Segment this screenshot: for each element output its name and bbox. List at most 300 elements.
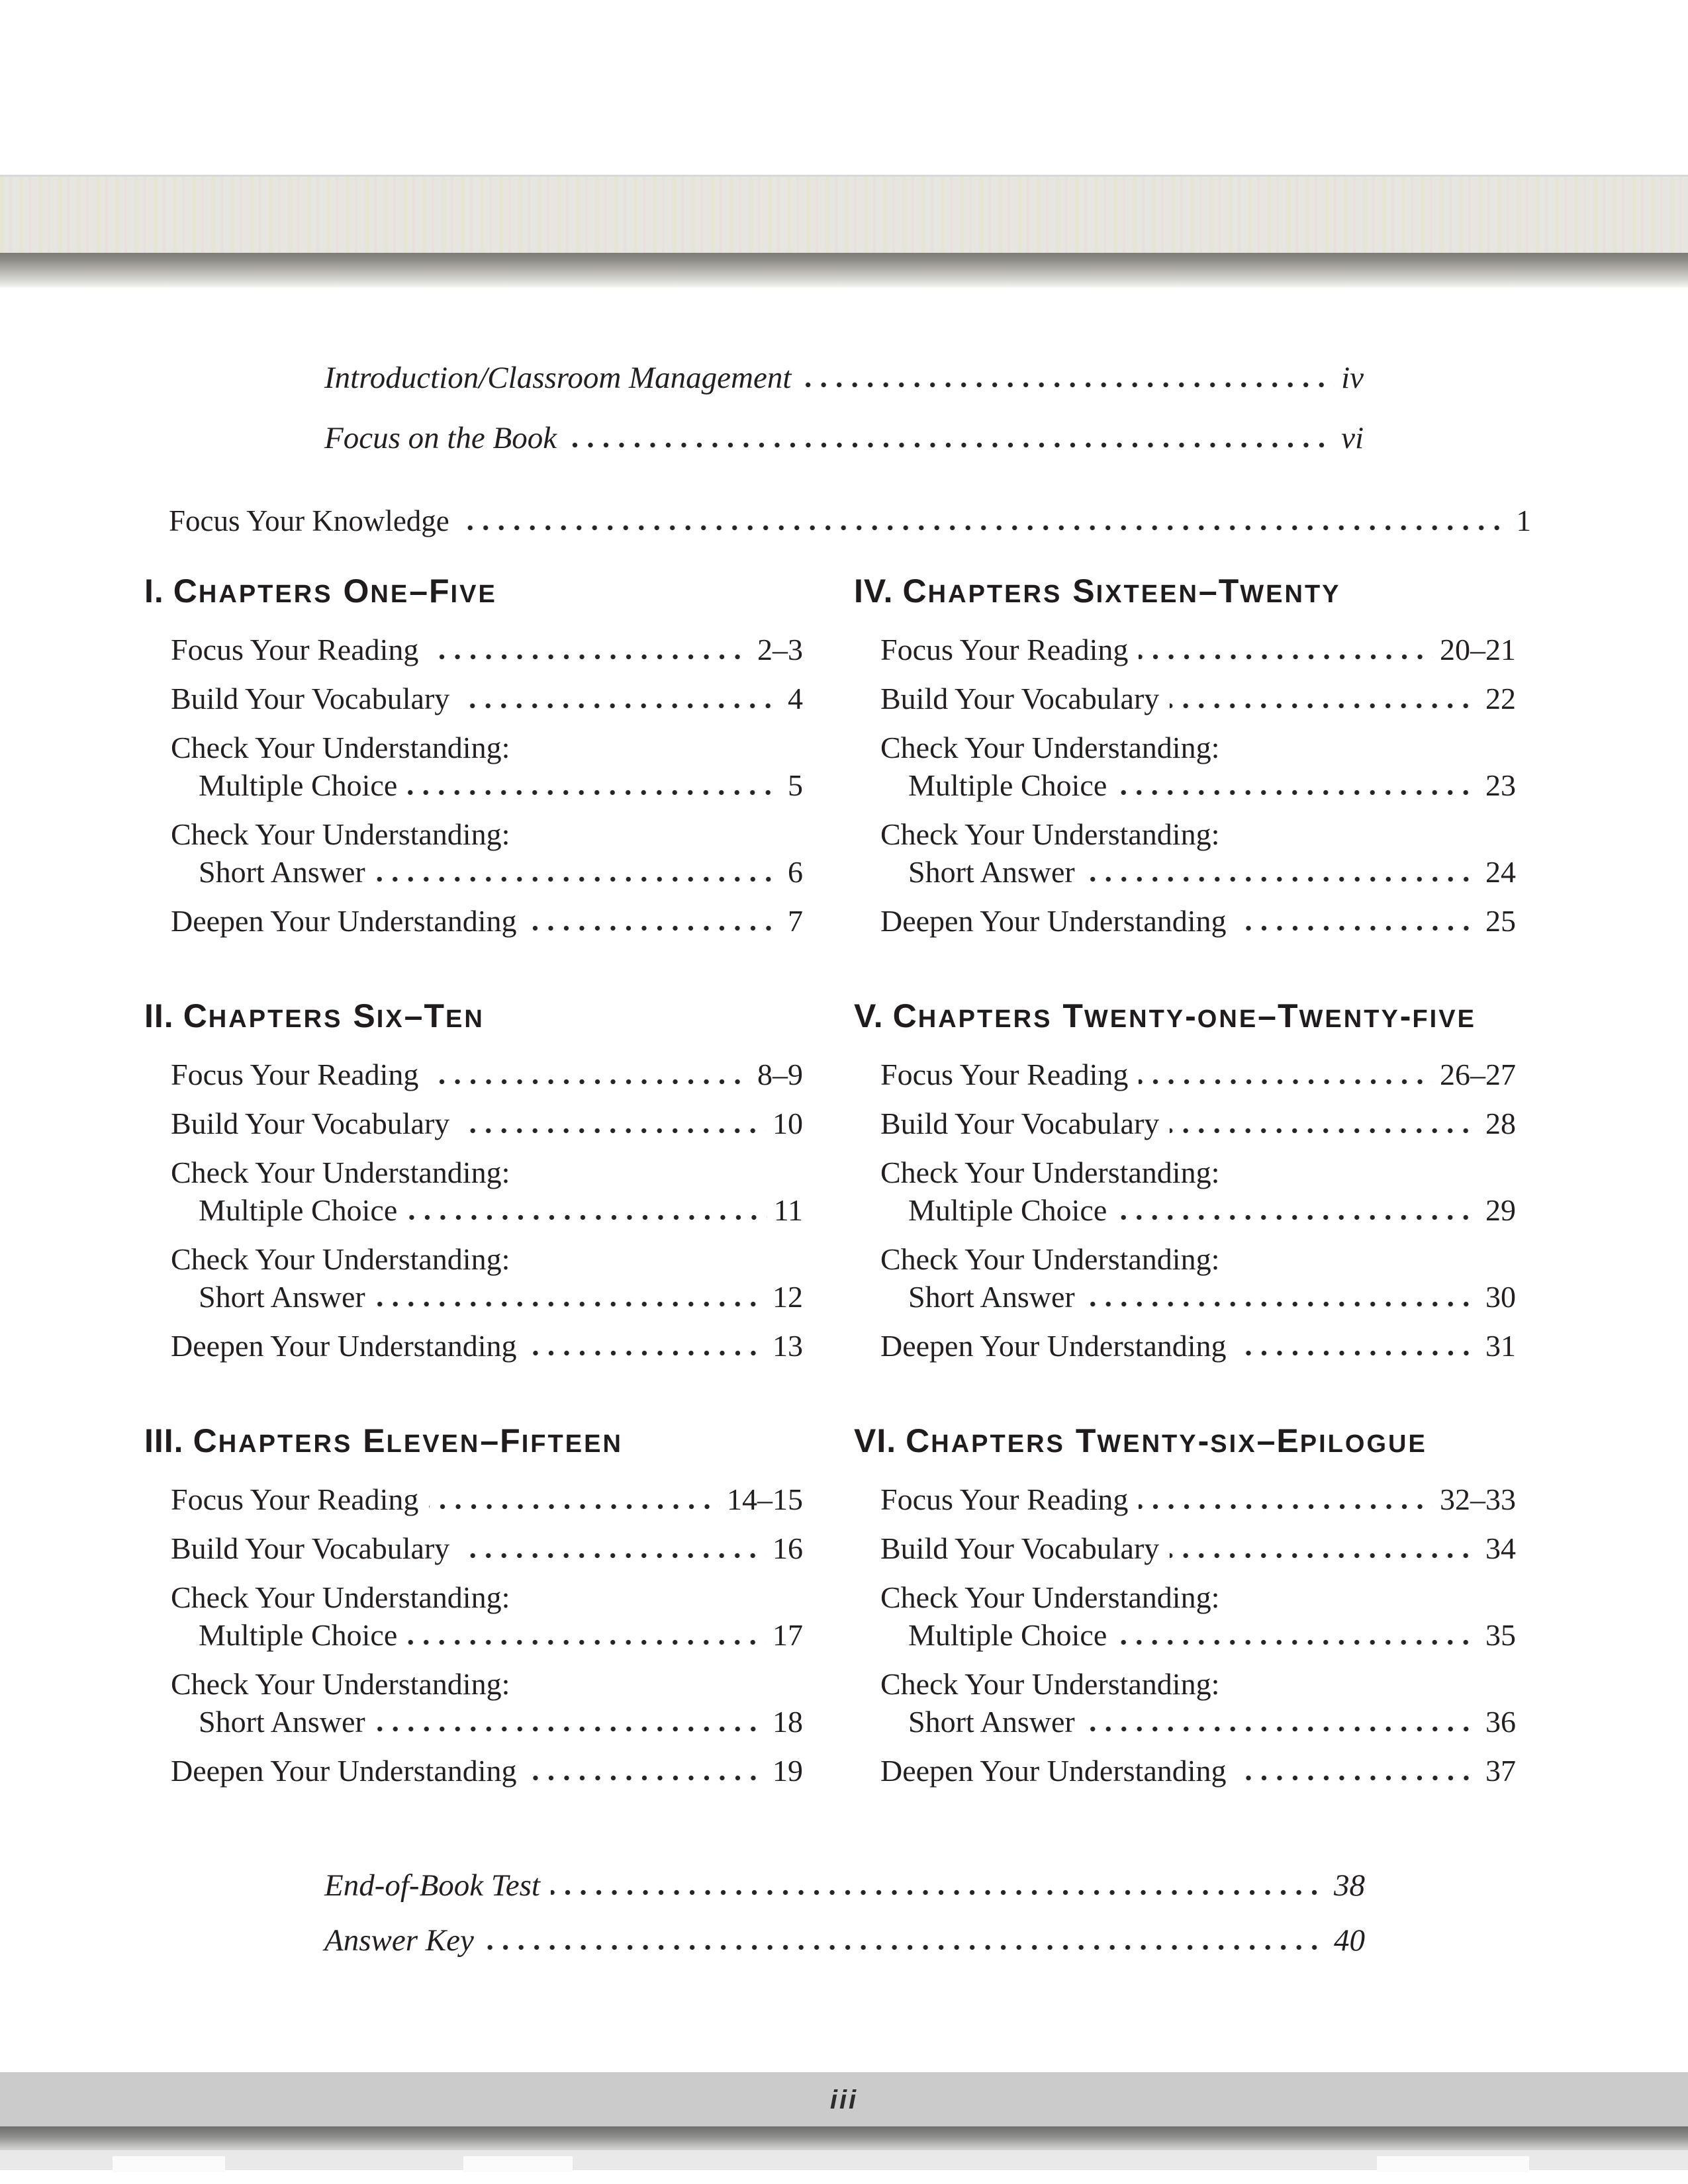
small-cap-letter: T (1149, 1005, 1166, 1033)
toc-item-label: Focus Your Reading (880, 633, 1129, 666)
small-cap-letter: E (445, 1005, 465, 1033)
toc-item (854, 1154, 1516, 1229)
small-cap-letter: L (1327, 1430, 1345, 1458)
dot-leader (1117, 1214, 1479, 1220)
toc-section (854, 999, 1516, 1365)
toc-column-right (854, 574, 1516, 1849)
toc-item-page: 4 (788, 682, 803, 715)
small-cap-letter: E (478, 580, 497, 608)
toc-item-prefix: Check Your Understanding: (171, 1156, 510, 1189)
header-band-shadow (0, 253, 1688, 287)
toc-item-page: 35 (1485, 1618, 1516, 1652)
scan-showthrough (463, 2156, 573, 2172)
overview-row (169, 506, 1531, 536)
dot-leader (528, 1775, 766, 1781)
small-cap-letter: P (258, 1430, 277, 1458)
toc-item-page: 11 (773, 1193, 803, 1227)
toc-item-page: 22 (1485, 682, 1516, 715)
dot-leader (376, 1301, 766, 1307)
dot-leader (460, 525, 1510, 531)
toc-item-label: Build Your Vocabulary (880, 682, 1160, 715)
small-cap-letter: E (441, 1430, 460, 1458)
toc-item (144, 1578, 803, 1654)
small-cap-letter: E (275, 580, 294, 608)
small-cap-letter: E (1160, 580, 1179, 608)
small-cap-letter: E (565, 1430, 585, 1458)
small-cap-letter: H (931, 1430, 951, 1458)
dot-leader (1237, 1775, 1479, 1781)
small-cap-letter: E (1239, 1005, 1258, 1033)
small-cap-letter: P (968, 580, 987, 608)
small-cap-letter: R (1013, 1005, 1034, 1033)
dot-leader (528, 925, 781, 931)
toc-item-label: Short Answer (199, 1705, 365, 1739)
section-header (144, 574, 803, 611)
small-cap-letter: I (1429, 1005, 1439, 1033)
toc-item-label: Short Answer (908, 1705, 1075, 1739)
small-cap-letter: I (1229, 1430, 1239, 1458)
toc-row (880, 1278, 1516, 1316)
toc-row (171, 1529, 803, 1567)
dot-leader (408, 790, 781, 796)
toc-item-page: 28 (1485, 1107, 1516, 1140)
small-cap-letter: N (1129, 1005, 1149, 1033)
dot-leader (567, 442, 1335, 448)
toc-item-page: vi (1341, 421, 1364, 455)
toc-item-page: 30 (1485, 1280, 1516, 1314)
small-cap-letter: I (1096, 580, 1105, 608)
section-numeral: III. (144, 1422, 184, 1459)
toc-item-prefix: Check Your Understanding: (880, 1667, 1220, 1701)
toc-item-page: 13 (773, 1329, 803, 1363)
small-cap-letter: V (459, 580, 479, 608)
toc-item-label: Focus Your Reading (880, 1058, 1129, 1091)
toc-section (144, 999, 803, 1365)
toc-row (171, 1616, 803, 1654)
toc-row (880, 853, 1516, 891)
toc-row (171, 1191, 803, 1229)
small-cap-letter: O (1344, 1430, 1367, 1458)
toc-item-label: Deepen Your Understanding (171, 904, 517, 938)
small-cap-letter: Y (1381, 1005, 1400, 1033)
section-items (144, 1480, 803, 1790)
toc-item-label: Build Your Vocabulary (171, 1531, 450, 1565)
small-cap-letter: F (530, 1430, 548, 1458)
dot-leader (460, 1553, 766, 1559)
dot-leader (1139, 1504, 1433, 1510)
toc-section (854, 1424, 1516, 1790)
toc-item (854, 1240, 1516, 1316)
small-cap-letter: E (295, 1430, 314, 1458)
toc-item (854, 729, 1516, 804)
toc-item (144, 680, 803, 717)
toc-item-label: Deepen Your Understanding (880, 1329, 1227, 1363)
section-items (144, 1056, 803, 1365)
toc-item (144, 815, 803, 891)
small-cap-letter: R (303, 1005, 324, 1033)
toc-item (854, 815, 1516, 891)
toc-row (880, 1056, 1516, 1093)
small-cap-letter: N (459, 1430, 481, 1458)
dot-leader (1170, 1553, 1479, 1559)
toc-item-prefix: Check Your Understanding: (880, 1580, 1220, 1614)
small-cap-letter: S (1210, 1430, 1229, 1458)
toc-row (171, 1752, 803, 1790)
small-cap-letter: N (1141, 1430, 1162, 1458)
small-cap-letter: E (1266, 580, 1285, 608)
toc-row (171, 1703, 803, 1741)
toc-section (144, 1424, 803, 1790)
toc-item-label: Build Your Vocabulary (171, 1107, 450, 1140)
toc-row (171, 631, 803, 668)
section-header (854, 1424, 1516, 1461)
small-cap-letter: T (1364, 1005, 1382, 1033)
toc-item (854, 680, 1516, 717)
toc-item (854, 1665, 1516, 1741)
small-cap-letter: H (198, 580, 219, 608)
toc-item-page: 16 (773, 1531, 803, 1565)
dot-leader (1086, 1301, 1479, 1307)
toc-item-page: 6 (788, 855, 803, 889)
small-cap-letter: N (1284, 580, 1305, 608)
toc-item-page: 38 (1334, 1868, 1365, 1903)
toc-item (144, 1529, 803, 1567)
toc-item-label: Short Answer (908, 1280, 1075, 1314)
overview-page: 1 (1516, 504, 1531, 537)
toc-item-label: Short Answer (199, 855, 365, 889)
toc-item-label: Multiple Choice (908, 768, 1107, 802)
toc-row (880, 1327, 1516, 1365)
toc-row (880, 1703, 1516, 1741)
toc-item-prefix: Check Your Understanding: (171, 1667, 510, 1701)
toc-item-label: Multiple Choice (199, 1193, 398, 1227)
small-cap-letter: E (1007, 1430, 1027, 1458)
toc-item-prefix: Check Your Understanding: (880, 1156, 1220, 1189)
section-title: CHAPTERS TWENTY-SIX–EPILOGUE (906, 1422, 1427, 1459)
dot-leader (376, 876, 781, 882)
toc-item-page: 7 (788, 904, 803, 938)
toc-item-prefix: Check Your Understanding: (880, 731, 1220, 764)
toc-item-label: Focus Your Reading (880, 1482, 1129, 1516)
small-cap-letter: R (293, 580, 314, 608)
toc-row (171, 766, 803, 804)
toc-item (144, 729, 803, 804)
toc-item-label: Answer Key (324, 1923, 474, 1958)
small-cap-letter: U (1388, 1430, 1409, 1458)
toc-item-label: Multiple Choice (199, 1618, 398, 1652)
small-cap-letter: A (238, 1430, 259, 1458)
toc-row (171, 1056, 803, 1093)
section-title: CHAPTERS ELEVEN–FIFTEEN (193, 1422, 623, 1459)
small-cap-letter: E (1325, 1005, 1344, 1033)
toc-item-page: 14–15 (727, 1482, 803, 1516)
small-cap-letter: I (376, 1005, 386, 1033)
toc-item-label: Multiple Choice (908, 1193, 1107, 1227)
small-cap-letter: E (1123, 1430, 1142, 1458)
section-items (854, 1480, 1516, 1790)
dot-leader (1117, 790, 1479, 796)
toc-item-label: Short Answer (908, 855, 1075, 889)
dot-leader (1170, 703, 1479, 709)
small-cap-letter: E (285, 1005, 304, 1033)
toc-item-label: Introduction/Classroom Management (324, 361, 792, 395)
small-cap-letter: T (267, 1005, 285, 1033)
toc-columns (144, 574, 1516, 1849)
toc-item-label: Build Your Vocabulary (880, 1107, 1160, 1140)
dot-leader (1139, 1079, 1433, 1085)
small-cap-letter: T (258, 580, 275, 608)
small-cap-letter: V (1438, 1005, 1458, 1033)
dot-leader (1086, 1726, 1479, 1732)
section-title: CHAPTERS ONE–FIVE (173, 572, 497, 610)
small-cap-letter: N (1219, 1005, 1239, 1033)
small-cap-letter: T (1123, 580, 1141, 608)
front-matter-row (324, 423, 1364, 454)
toc-item (854, 631, 1516, 668)
small-cap-letter: T (547, 1430, 565, 1458)
section-title: CHAPTERS SIXTEEN–TWENTY (902, 572, 1341, 610)
small-cap-letter: S (1046, 1430, 1065, 1458)
toc-row (880, 631, 1516, 668)
small-cap-letter: O (1197, 1005, 1219, 1033)
dot-leader (1086, 876, 1479, 882)
section-title: CHAPTERS SIX–TEN (183, 997, 485, 1034)
toc-item (144, 1154, 803, 1229)
dot-leader (408, 1639, 766, 1645)
small-cap-letter: S (1033, 1005, 1053, 1033)
small-cap-letter: T (990, 1430, 1008, 1458)
small-cap-letter: E (1141, 580, 1160, 608)
toc-item-label: Deepen Your Understanding (880, 904, 1227, 938)
small-cap-letter: T (1304, 580, 1323, 608)
section-items (854, 631, 1516, 940)
toc-item (144, 1105, 803, 1142)
small-cap-letter: T (986, 580, 1005, 608)
small-cap-letter: H (208, 1005, 229, 1033)
small-cap-letter: T (977, 1005, 995, 1033)
toc-item-label: Focus Your Reading (171, 633, 419, 666)
toc-item-page: 18 (773, 1705, 803, 1739)
toc-item-prefix: Check Your Understanding: (171, 817, 510, 851)
toc-section (854, 574, 1516, 940)
small-cap-letter: L (386, 1430, 404, 1458)
toc-item-page: 17 (773, 1618, 803, 1652)
toc-item-page: 37 (1485, 1754, 1516, 1788)
toc-item-page: 12 (773, 1280, 803, 1314)
dot-leader (1170, 1128, 1479, 1134)
toc-item-page: iv (1341, 361, 1364, 395)
front-matter-list (324, 363, 1364, 454)
dot-leader (528, 1350, 766, 1356)
small-cap-letter: W (1097, 1430, 1123, 1458)
toc-item-page: 32–33 (1440, 1482, 1516, 1516)
footer-page-number: iii (829, 2085, 859, 2115)
front-matter-row (324, 363, 1364, 394)
dot-leader (1237, 925, 1479, 931)
dot-leader (1139, 654, 1433, 660)
overview-label: Focus Your Knowledge (169, 504, 449, 537)
dot-leader (429, 1504, 720, 1510)
toc-item (854, 1480, 1516, 1518)
small-cap-letter: E (584, 1430, 603, 1458)
small-cap-letter: F (1412, 1005, 1430, 1033)
toc-item-label: Build Your Vocabulary (171, 682, 450, 715)
small-cap-letter: A (938, 1005, 959, 1033)
toc-item (144, 1480, 803, 1518)
small-cap-letter: E (390, 580, 410, 608)
small-cap-letter: A (218, 580, 239, 608)
small-cap-letter: X (1238, 1430, 1257, 1458)
small-cap-letter: N (602, 1430, 623, 1458)
toc-item-page: 40 (1334, 1923, 1365, 1958)
small-cap-letter: P (238, 580, 258, 608)
small-cap-letter: R (1026, 1430, 1047, 1458)
small-cap-letter: X (385, 1005, 404, 1033)
toc-item-page: 29 (1485, 1193, 1516, 1227)
header-band (0, 175, 1688, 253)
small-cap-letter: S (314, 580, 333, 608)
toc-item-prefix: Check Your Understanding: (880, 1242, 1220, 1276)
section-numeral: V. (854, 997, 884, 1034)
toc-item-label: Multiple Choice (908, 1618, 1107, 1652)
toc-item (144, 1752, 803, 1790)
small-cap-letter: S (324, 1005, 343, 1033)
toc-item-page: 25 (1485, 904, 1516, 938)
toc-item-label: Focus Your Reading (171, 1058, 419, 1091)
toc-row (171, 1105, 803, 1142)
small-cap-letter: S (333, 1430, 353, 1458)
dot-leader (429, 654, 751, 660)
dot-leader (408, 1214, 767, 1220)
scan-showthrough (113, 2156, 225, 2172)
toc-item-page: 19 (773, 1754, 803, 1788)
toc-item (144, 631, 803, 668)
small-cap-letter: N (464, 1005, 485, 1033)
small-cap-letter: E (1408, 1430, 1427, 1458)
toc-item-prefix: Check Your Understanding: (171, 731, 510, 764)
toc-row (880, 680, 1516, 717)
toc-item-label: Build Your Vocabulary (880, 1531, 1160, 1565)
toc-item-prefix: Check Your Understanding: (171, 1580, 510, 1614)
section-title: CHAPTERS TWENTY-ONE–TWENTY-FIVE (892, 997, 1476, 1034)
scan-showthrough (1377, 2156, 1529, 2172)
footer-shadow (0, 2126, 1688, 2150)
small-cap-letter: Y (1166, 1005, 1186, 1033)
toc-section (144, 574, 803, 940)
toc-item-page: 5 (788, 768, 803, 802)
toc-row (171, 853, 803, 891)
toc-item-label: Deepen Your Understanding (880, 1754, 1227, 1788)
back-matter-row (324, 1870, 1365, 1901)
dot-leader (429, 1079, 751, 1085)
toc-item-label: Deepen Your Understanding (171, 1329, 517, 1363)
small-cap-letter: E (1004, 580, 1023, 608)
dot-leader (1237, 1350, 1479, 1356)
small-cap-letter: A (951, 1430, 972, 1458)
toc-item-prefix: Check Your Understanding: (880, 817, 1220, 851)
toc-item (854, 1327, 1516, 1365)
toc-item-page: 24 (1485, 855, 1516, 889)
toc-item-prefix: Check Your Understanding: (171, 1242, 510, 1276)
small-cap-letter: T (277, 1430, 295, 1458)
small-cap-letter: P (248, 1005, 268, 1033)
small-cap-letter: P (958, 1005, 978, 1033)
section-numeral: II. (144, 997, 174, 1034)
small-cap-letter: G (1366, 1430, 1388, 1458)
toc-row (171, 680, 803, 717)
small-cap-letter: S (1043, 580, 1062, 608)
toc-item (854, 1752, 1516, 1790)
toc-row (880, 902, 1516, 940)
small-cap-letter: E (1109, 1005, 1129, 1033)
toc-item-label: Multiple Choice (199, 768, 398, 802)
section-header (854, 999, 1516, 1036)
small-cap-letter: Y (1322, 580, 1341, 608)
toc-row (880, 766, 1516, 804)
section-header (144, 1424, 803, 1461)
small-cap-letter: P (971, 1430, 990, 1458)
toc-item (854, 1056, 1516, 1093)
toc-item (854, 902, 1516, 940)
toc-item (144, 1665, 803, 1741)
toc-row (880, 1480, 1516, 1518)
toc-item (144, 1327, 803, 1365)
toc-item-page: 20–21 (1440, 633, 1516, 666)
small-cap-letter: I (450, 580, 460, 608)
small-cap-letter: Y (1179, 1430, 1198, 1458)
toc-row (171, 1480, 803, 1518)
small-cap-letter: E (1457, 1005, 1476, 1033)
section-numeral: VI. (854, 1422, 897, 1459)
toc-row (880, 1105, 1516, 1142)
dot-leader (802, 382, 1335, 388)
small-cap-letter: E (994, 1005, 1013, 1033)
toc-item (144, 902, 803, 940)
small-cap-letter: N (370, 580, 391, 608)
toc-item-page: 8–9 (757, 1058, 803, 1091)
toc-item-page: 10 (773, 1107, 803, 1140)
small-cap-letter: W (1240, 580, 1266, 608)
toc-item-label: Focus Your Reading (171, 1482, 419, 1516)
toc-row (880, 1529, 1516, 1567)
toc-item-page: 34 (1485, 1531, 1516, 1565)
toc-row (880, 1191, 1516, 1229)
small-cap-letter: R (1023, 580, 1043, 608)
toc-column-left (144, 574, 803, 1849)
section-numeral: I. (144, 572, 164, 610)
dot-leader (1117, 1639, 1479, 1645)
toc-item (854, 1578, 1516, 1654)
toc-item-label: Focus on the Book (324, 421, 557, 455)
section-items (854, 1056, 1516, 1365)
small-cap-letter: E (403, 1430, 423, 1458)
small-cap-letter: I (1319, 1430, 1328, 1458)
toc-item-page: 2–3 (757, 633, 803, 666)
toc-row (880, 1616, 1516, 1654)
small-cap-letter: W (1299, 1005, 1325, 1033)
small-cap-letter: X (1105, 580, 1124, 608)
small-cap-letter: I (521, 1430, 531, 1458)
toc-item-label: Short Answer (199, 1280, 365, 1314)
small-cap-letter: V (422, 1430, 442, 1458)
dot-leader (485, 1944, 1327, 1950)
small-cap-letter: H (218, 1430, 239, 1458)
toc-item (854, 1105, 1516, 1142)
small-cap-letter: H (927, 580, 949, 608)
toc-item-label: Deepen Your Understanding (171, 1754, 517, 1788)
dot-leader (460, 1128, 766, 1134)
small-cap-letter: N (1343, 1005, 1364, 1033)
